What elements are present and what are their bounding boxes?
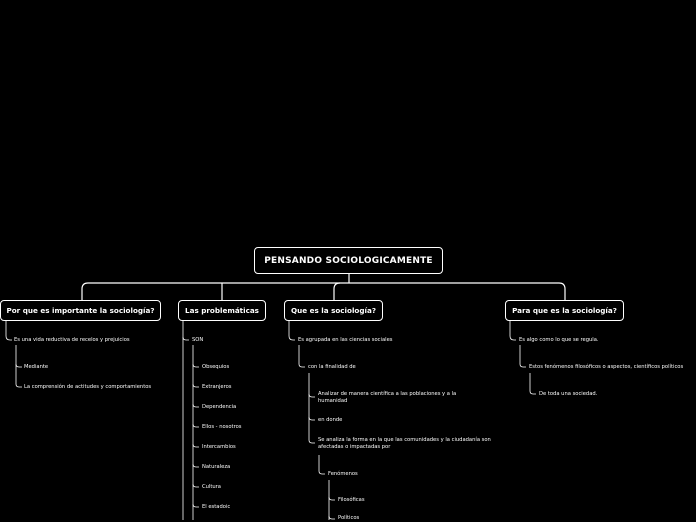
purpose-item-1[interactable]: Es algo como lo que se regula. — [519, 337, 599, 343]
problems-item-1[interactable]: Obsequios — [202, 364, 230, 370]
what-item-5[interactable]: Se analiza la forma en la que las comunidades y la ciudadanía son afectadas o impactadas por — [318, 437, 491, 450]
problems-item-3[interactable]: Dependencia — [202, 404, 237, 410]
branch-purpose-node[interactable]: Para que es la sociología? — [505, 300, 624, 321]
what-item-4[interactable]: en donde — [318, 417, 343, 423]
problems-item-4[interactable]: Ellos - nosotros — [202, 424, 242, 430]
what-item-6[interactable]: Fenómenos — [328, 471, 358, 477]
what-item-1[interactable]: Es agrupada en las ciencias sociales — [298, 337, 393, 343]
root-node[interactable]: PENSANDO SOCIOLOGICAMENTE — [254, 247, 443, 274]
purpose-item-2[interactable]: Estos fenómenos filosóficos o aspectos, científicos políticos — [529, 364, 684, 370]
importance-item-1[interactable]: Es una vida reductiva de recelos y prejuicios — [14, 337, 130, 343]
problems-item-7[interactable]: Cultura — [202, 484, 221, 490]
branch-problems-node[interactable]: Las problemáticas — [178, 300, 266, 321]
problems-son[interactable]: SON — [192, 337, 204, 343]
what-item-7[interactable]: Filosóficas — [338, 497, 365, 503]
purpose-item-3[interactable]: De toda una sociedad. — [539, 391, 598, 397]
importance-item-3[interactable]: La comprensión de actitudes y comportamientos — [24, 384, 152, 390]
what-item-8[interactable]: Políticos — [338, 515, 360, 521]
branch-what-node[interactable]: Que es la sociología? — [284, 300, 383, 321]
problems-item-8[interactable]: El estadoic — [202, 504, 231, 510]
what-item-2[interactable]: con la finalidad de — [308, 364, 356, 370]
branch-importance-node[interactable]: Por que es importante la sociología? — [0, 300, 161, 321]
what-item-3[interactable]: Analizar de manera científica a las poblaciones y a la humanidad — [318, 391, 457, 404]
problems-item-6[interactable]: Naturaleza — [202, 464, 231, 470]
problems-item-5[interactable]: Intercambios — [202, 444, 236, 450]
importance-item-2[interactable]: Mediante — [24, 364, 49, 370]
problems-item-2[interactable]: Extranjeros — [202, 384, 232, 390]
